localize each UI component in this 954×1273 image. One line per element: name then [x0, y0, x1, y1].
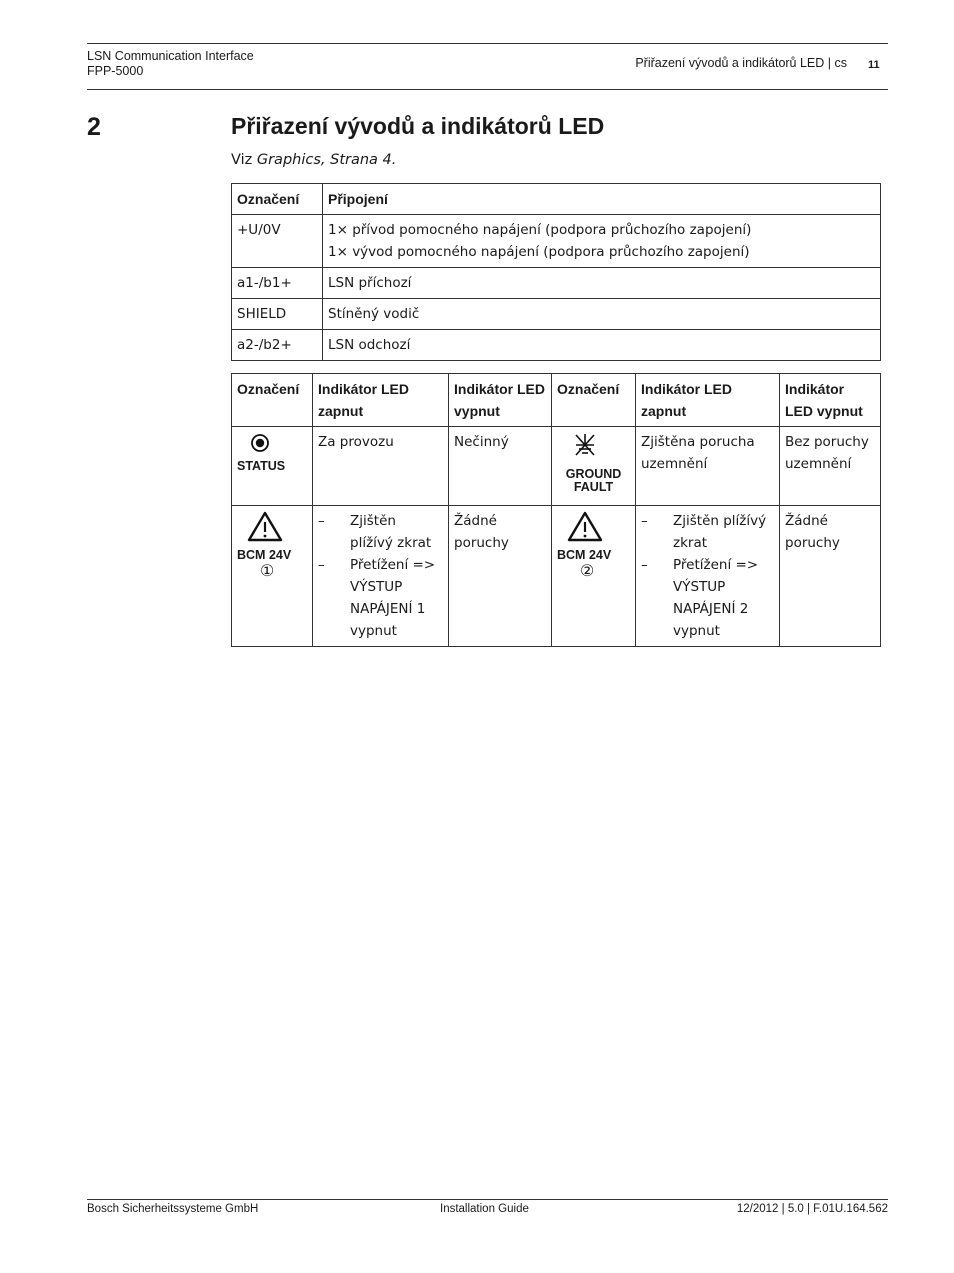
connection-line: 1× vývod pomocného napájení (podpora průchozího zapojení): [328, 244, 750, 260]
table-header-row: [232, 374, 881, 427]
footer-doc-id: 12/2012 | 5.0 | F.01U.164.562: [736, 1203, 888, 1215]
condition-list: [641, 510, 774, 642]
table-row: [232, 299, 881, 330]
led-designation-cell: [232, 427, 313, 506]
header-product-code: FPP-5000: [87, 64, 144, 78]
terminal-label: +U/0V: [232, 215, 323, 268]
circled-number-one: ①: [259, 561, 275, 580]
led-on-cell: [313, 506, 449, 647]
table-row: [232, 215, 881, 268]
led-designation-cell: [552, 427, 636, 506]
header-top-rule: [87, 43, 888, 44]
header-product-name: LSN Communication Interface: [87, 49, 254, 63]
status-label: STATUS: [237, 459, 286, 473]
circled-number-two: ②: [579, 561, 595, 580]
led-on-cell: Zjištěna porucha uzemnění: [636, 427, 780, 506]
intro-reference-link[interactable]: Graphics, Strana 4.: [256, 152, 397, 168]
header-bottom-rule: [87, 89, 888, 90]
connection-cell: [323, 215, 881, 268]
terminal-label: SHIELD: [232, 299, 323, 330]
led-on-cell: Za provozu: [313, 427, 449, 506]
list-item: – Přetížení => VÝSTUP NAPÁJENÍ 2 vypnut: [641, 554, 774, 642]
led-off-cell: Nečinný: [449, 427, 552, 506]
led-off-cell: Bez poruchy uzemnění: [780, 427, 881, 506]
warning-triangle-icon: [557, 510, 617, 542]
table-row: [232, 268, 881, 299]
table-row: [232, 330, 881, 361]
table-header-row: [232, 184, 881, 215]
list-item: – Zjištěn plížívý zkrat: [641, 510, 774, 554]
led-off-cell: Žádné poruchy: [780, 506, 881, 647]
bcm-label: BCM 24V: [557, 548, 612, 562]
page-number: 11: [868, 59, 880, 71]
header-section-ref: Přiřazení vývodů a indikátorů LED | cs: [635, 56, 847, 70]
column-header: Indikátor LED zapnut: [636, 374, 780, 427]
bcm-label: BCM 24V: [237, 548, 292, 562]
footer-doc-type: Installation Guide: [440, 1203, 529, 1215]
status-led-icon: [237, 431, 297, 453]
table-row: [232, 506, 881, 647]
section-title: Přiřazení vývodů a indikátorů LED: [231, 113, 605, 139]
column-header: Indikátor LED vypnut: [449, 374, 552, 427]
column-header: Indikátor LED zapnut: [313, 374, 449, 427]
table-row: [232, 427, 881, 506]
column-header: Označení: [232, 184, 323, 215]
connection-cell: LSN příchozí: [323, 268, 881, 299]
connection-cell: LSN odchozí: [323, 330, 881, 361]
intro-prefix: Viz: [231, 152, 257, 168]
footer-company: Bosch Sicherheitssysteme GmbH: [87, 1203, 259, 1215]
footer-rule: [87, 1199, 888, 1200]
connection-line: 1× přívod pomocného napájení (podpora průchozího zapojení): [328, 222, 752, 238]
header-product: [87, 49, 254, 79]
fault-label: FAULT: [573, 480, 614, 494]
list-item: – Zjištěn plížívý zkrat: [318, 510, 443, 554]
led-off-cell: Žádné poruchy: [449, 506, 552, 647]
led-table: [231, 373, 881, 647]
column-header: Připojení: [323, 184, 881, 215]
terminal-label: a2-/b2+: [232, 330, 323, 361]
column-header: Označení: [552, 374, 636, 427]
connection-cell: Stíněný vodič: [323, 299, 881, 330]
terminal-label: a1-/b1+: [232, 268, 323, 299]
connection-table: [231, 183, 881, 361]
ground-fault-icon: [557, 431, 617, 461]
intro-text: [231, 152, 396, 168]
ground-label: GROUND: [565, 467, 622, 481]
led-designation-cell: [552, 506, 636, 647]
condition-list: [318, 510, 443, 642]
led-on-cell: [636, 506, 780, 647]
column-header: Označení: [232, 374, 313, 427]
section-number: 2: [87, 113, 101, 141]
column-header: Indikátor LED vypnut: [780, 374, 881, 427]
led-designation-cell: [232, 506, 313, 647]
list-item: – Přetížení => VÝSTUP NAPÁJENÍ 1 vypnut: [318, 554, 443, 642]
warning-triangle-icon: [237, 510, 297, 542]
